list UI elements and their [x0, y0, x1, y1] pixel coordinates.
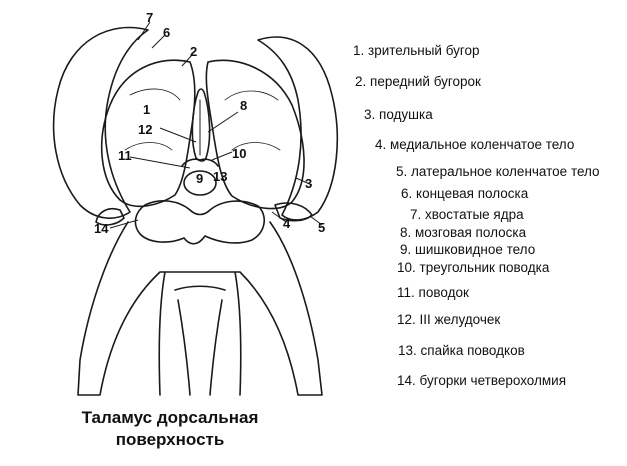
callout-8: 8	[240, 98, 248, 113]
legend-item-9: 9. шишковидное тело	[400, 242, 536, 257]
callout-1: 1	[143, 102, 151, 117]
legend-item-8: 8. мозговая полоска	[400, 225, 527, 240]
callout-12: 12	[138, 122, 153, 137]
quadrigeminal-plate	[135, 201, 264, 244]
legend-item-14: 14. бугорки четверохолмия	[397, 373, 567, 388]
third-ventricle	[192, 89, 209, 161]
legend-item-3: 3. подушка	[364, 107, 433, 122]
callout-10: 10	[232, 146, 247, 161]
legend-item-2: 2. передний бугорок	[355, 74, 481, 89]
legend-item-6: 6. концевая полоска	[401, 186, 529, 201]
legend-item-7: 7. хвостатые ядра	[410, 207, 524, 222]
legend-item-4: 4. медиальное коленчатое тело	[375, 137, 575, 152]
figure-caption-line2: поверхность	[115, 430, 225, 449]
callout-6: 6	[163, 25, 171, 40]
legend-item-10: 10. треугольник поводка	[397, 260, 550, 275]
legend-item-13: 13. спайка поводков	[398, 343, 525, 358]
legend-item-1: 1. зрительный бугор	[353, 43, 480, 58]
left-caudate-nucleus	[54, 28, 151, 219]
callout-9: 9	[196, 171, 204, 186]
callout-7: 7	[146, 10, 154, 25]
callout-2: 2	[190, 44, 198, 59]
legend-item-5: 5. латеральное коленчатое тело	[396, 164, 600, 179]
callout-14: 14	[94, 221, 109, 236]
right-thalamus	[206, 60, 304, 208]
legend-item-11: 11. поводок	[397, 285, 469, 300]
callout-11: 11	[118, 148, 132, 163]
callout-3: 3	[305, 176, 313, 191]
callout-4: 4	[283, 216, 291, 231]
figure-caption-line1: Таламус дорсальная	[81, 408, 259, 427]
callout-13: 13	[213, 169, 228, 184]
brainstem	[78, 222, 322, 395]
callout-5: 5	[318, 220, 326, 235]
legend-item-12: 12. III желудочек	[397, 312, 501, 327]
